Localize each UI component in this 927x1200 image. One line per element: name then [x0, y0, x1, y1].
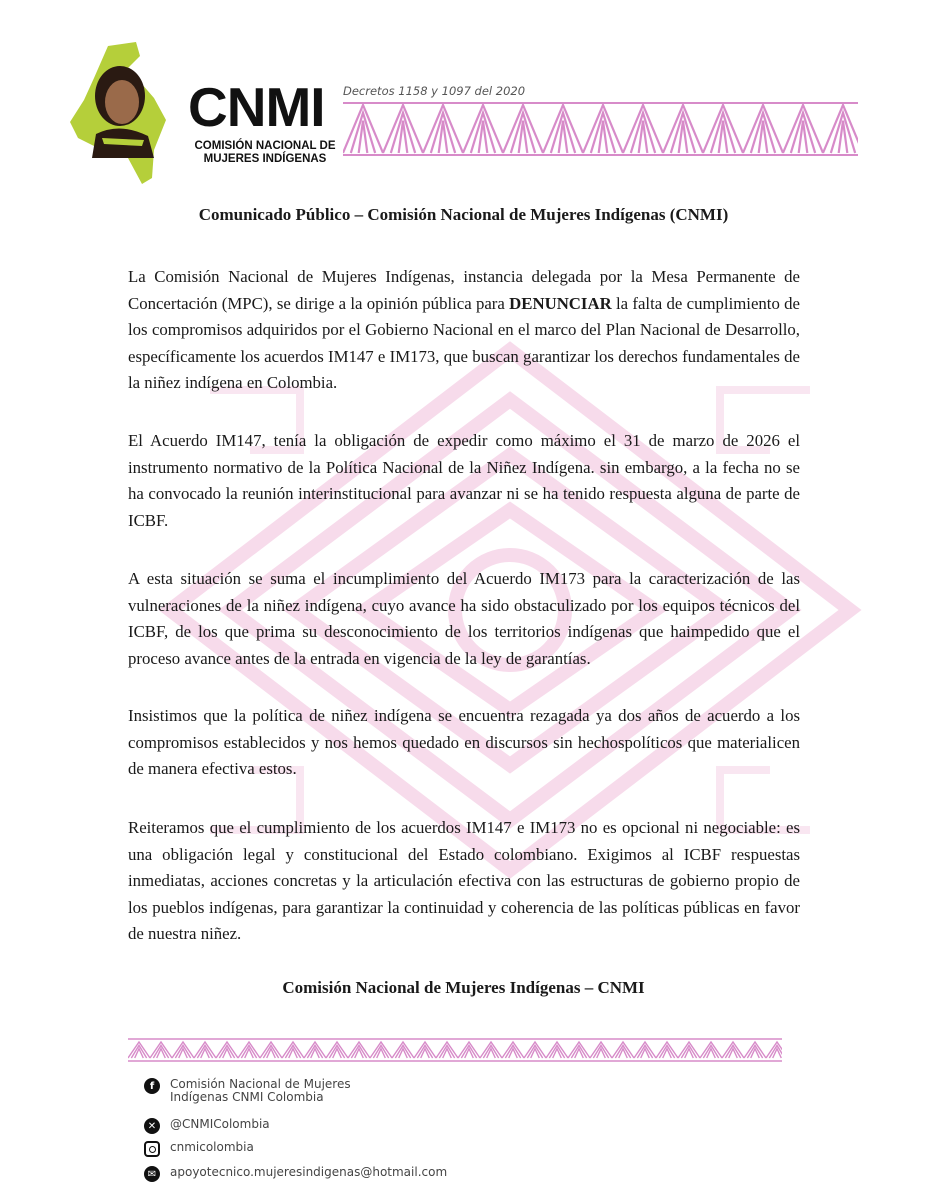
facebook-contact[interactable] [144, 1078, 351, 1104]
colombia-map-woman-icon [58, 38, 188, 188]
document-title: Comunicado Público – Comisión Nacional de Mujeres Indígenas (CNMI) [198, 205, 729, 224]
paragraph-2: El Acuerdo IM147, tenía la obligación de expedir como máximo el 31 de marzo de 2026 el instrumento normativo de la Política Nacional de la Niñez Indígena. sin embargo, a la fecha no se ha convocado la reunión interinstitucional para avanzar ni se ha tenido respuesta alguna de parte de ICBF. [128, 431, 800, 530]
paragraph-3: A esta situación se suma el incumplimiento del Acuerdo IM173 para la caracterización de las vulneraciones de la niñez indígena, cuyo avance ha sido obstaculizado por los equipos técnicos del ICBF, de los que prima su desconocimiento de los territorios indígenas que haimpedido que el proceso avance antes de la entrada en vigencia de la ley de garantías. [128, 569, 800, 668]
logo-title: CNMI [188, 76, 325, 138]
email-icon: ✉ [144, 1166, 160, 1182]
email-contact[interactable] [144, 1166, 447, 1182]
paragraph-4: Insistimos que la política de niñez indígena se encuentra rezagada ya dos años de acuerdo a los compromisos establecidos y nos hemos quedado en discursos sin hechospolíticos que materialicen de manera efectiva estos. [128, 706, 800, 778]
cnmi-logo [58, 38, 338, 188]
decretos-text: Decretos 1158 y 1097 del 2020 [343, 84, 526, 98]
signature: Comisión Nacional de Mujeres Indígenas – CNMI [282, 978, 645, 997]
instagram-handle: cnmicolombia [170, 1140, 254, 1154]
instagram-icon [144, 1141, 160, 1157]
twitter-contact[interactable] [144, 1118, 270, 1134]
header-pattern-band [343, 101, 858, 157]
facebook-icon: f [144, 1078, 160, 1094]
denunciar-emphasis: DENUNCIAR [509, 293, 612, 313]
paragraph-1: La Comisión Nacional de Mujeres Indígenas, instancia delegada por la Mesa Permanente de Concertación (MPC), se dirige a la opinión pública para DENUNCIAR la falta de cumplimiento de los compromisos adquiridos por el Gobierno Nacional en el marco del Plan Nacional de Desarrollo, específicamente los acuerdos IM147 e IM173, que buscan garantizar los derechos fundamentales de la niñez indígena en Colombia. [128, 267, 800, 392]
facebook-label: Comisión Nacional de Mujeres Indígenas CNMI Colombia [170, 1077, 351, 1104]
twitter-handle: @CNMIColombia [170, 1117, 270, 1131]
footer-pattern-band [128, 1038, 782, 1062]
paragraph-5: Reiteramos que el cumplimiento de los acuerdos IM147 e IM173 no es opcional ni negociable: es una obligación legal y constitucional del Estado colombiano. Exigimos al ICBF respuestas inmediatas, acciones concretas y la articulación efectiva con las estructuras de gobierno propio de los pueblos indígenas, para garantizar la continuidad y coherencia de las políticas públicas en favor de nuestra niñez. [128, 818, 800, 943]
instagram-contact[interactable] [144, 1141, 254, 1157]
x-icon: ✕ [144, 1118, 160, 1134]
email-address: apoyotecnico.mujeresindigenas@hotmail.com [170, 1165, 448, 1179]
logo-subtitle: COMISIÓN NACIONAL DE MUJERES INDÍGENAS [194, 140, 336, 165]
